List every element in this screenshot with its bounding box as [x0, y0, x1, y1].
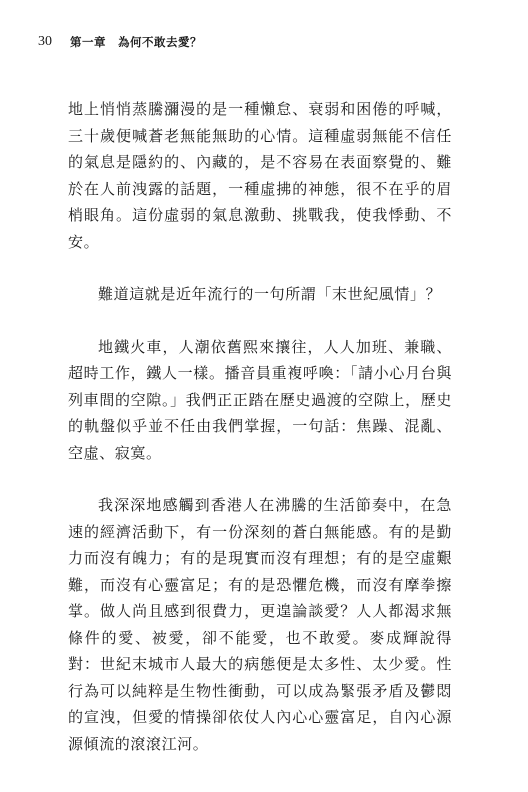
- running-head: [38, 33, 202, 51]
- paragraph-4: 我深深地感觸到香港人在沸騰的生活節奏中，在急速的經濟活動下，有一份深刻的蒼白無能感。有的是勤力而沒有魄力；有的是現實而沒有理想；有的是空虛艱難，而沒有心靈富足；有的是恐懼危機，而沒有摩拳擦掌。做人尚且感到很費力，更遑論談愛？人人都渴求無條件的愛、被愛，卻不能愛，也不敢愛。麥成輝說得對：世紀末城市人最大的病態便是太多性、太少愛。性行為可以純粹是生物性衝動，可以成為緊張矛盾及鬱悶的宣洩，但愛的情操卻依仗人內心心靈富足，自內心源源傾流的滾滾江河。: [68, 496, 452, 753]
- page-number: 30: [38, 34, 52, 49]
- paragraph-2: 難道這就是近年流行的一句所謂「末世紀風情」？: [98, 285, 442, 303]
- chapter-title: 第一章 為何不敢去愛？: [70, 35, 202, 49]
- paragraph-3: 地鐵火車，人潮依舊熙來攘往，人人加班、兼職、超時工作，鐵人一樣。播音員重複呼喚：「請小心月台與列車間的空隙。」我們正正踏在歷史過渡的空隙上，歷史的軌盤似乎並不任由我們掌握，一句話：焦躁、混亂、空虛、寂寞。: [68, 337, 452, 462]
- body-text: [68, 96, 452, 757]
- paragraph-1: 地上悄悄蒸騰瀰漫的是一種懶怠、衰弱和困倦的呼喊，三十歲便喊蒼老無能無助的心情。這種虛弱無能不信任的氣息是隱約的、內藏的，是不容易在表面察覺的、難於在人前洩露的話題，一種虛拂的神態，很不在乎的眉梢眼角。這份虛弱的氣息激動、挑戰我，使我悸動、不安。: [68, 100, 452, 251]
